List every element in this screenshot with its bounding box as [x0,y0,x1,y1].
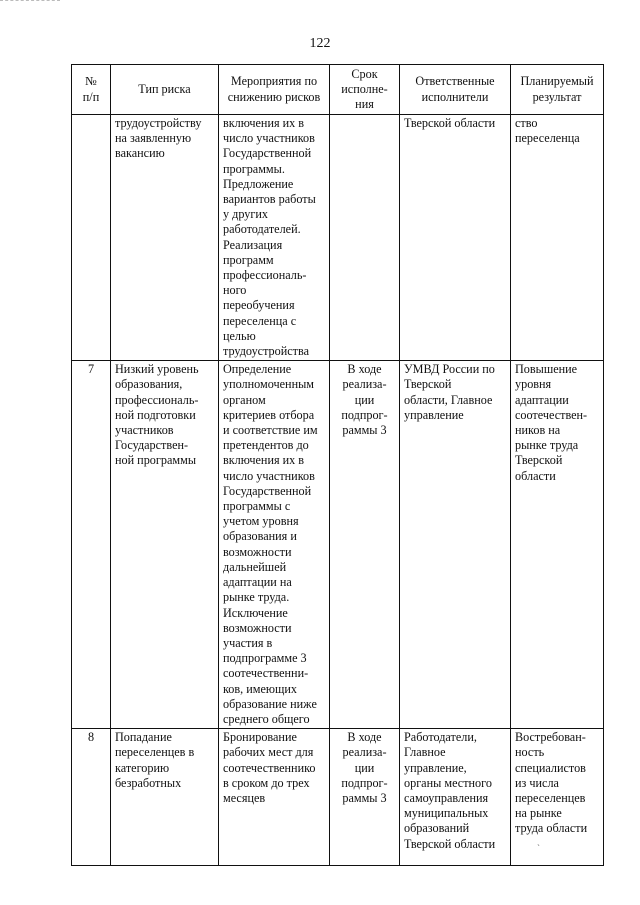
cell-deadline [330,115,400,361]
top-edge-line [0,0,60,1]
risk-table [71,64,604,866]
header-risk-type: Тип риска [111,65,219,115]
stray-mark: ` [537,843,540,853]
cell-responsible: Тверской области [400,115,511,361]
cell-risk-type: Низкий уровень образования, профессиональ- ной подготовки участников Государствен- ной программы [111,361,219,729]
cell-measures: Бронирование рабочих мест для соотечественнико в сроком до трех месяцев [219,729,330,866]
table-header-row [72,65,604,115]
cell-risk-type: трудоустройству на заявленную вакансию [111,115,219,361]
table-row [72,729,604,866]
cell-result: Востребован- ность специалистов из числа переселенцев на рынке труда области [511,729,604,866]
cell-deadline: В ходе реализа- ции подпрог- раммы 3 [330,729,400,866]
cell-responsible: Работодатели, Главное управление, органы местного самоуправления муниципальных образований Тверской области [400,729,511,866]
cell-num [72,115,111,361]
header-responsible: Ответственные исполнители [400,65,511,115]
table-row [72,115,604,361]
cell-responsible: УМВД России по Тверской области, Главное управление [400,361,511,729]
cell-result: ство переселенца [511,115,604,361]
header-result: Планируемый результат [511,65,604,115]
header-measures: Мероприятия по снижению рисков [219,65,330,115]
header-deadline: Срок исполне-ния [330,65,400,115]
cell-num: 7 [72,361,111,729]
cell-risk-type: Попадание переселенцев в категорию безработных [111,729,219,866]
cell-measures: включения их в число участников Государственной программы. Предложение вариантов работы у других работодателей. Реализация программ профессиональ- ного переобучения переселенца с целью трудоустройства [219,115,330,361]
cell-measures: Определение уполномоченным органом критериев отбора и соответствие им претендентов до включения их в число участников Государственной программы с учетом уровня образования и возможности дальнейшей адаптации на рынке труда. Исключение возможности участия в подпрограмме 3 соотечественни- ков, имеющих образование ниже среднего общего [219,361,330,729]
table-row [72,361,604,729]
cell-result: Повышение уровня адаптации соотечествен- ников на рынке труда Тверской области [511,361,604,729]
cell-num: 8 [72,729,111,866]
header-num: № п/п [72,65,111,115]
page-number: 122 [309,36,331,51]
cell-deadline: В ходе реализа- ции подпрог- раммы 3 [330,361,400,729]
